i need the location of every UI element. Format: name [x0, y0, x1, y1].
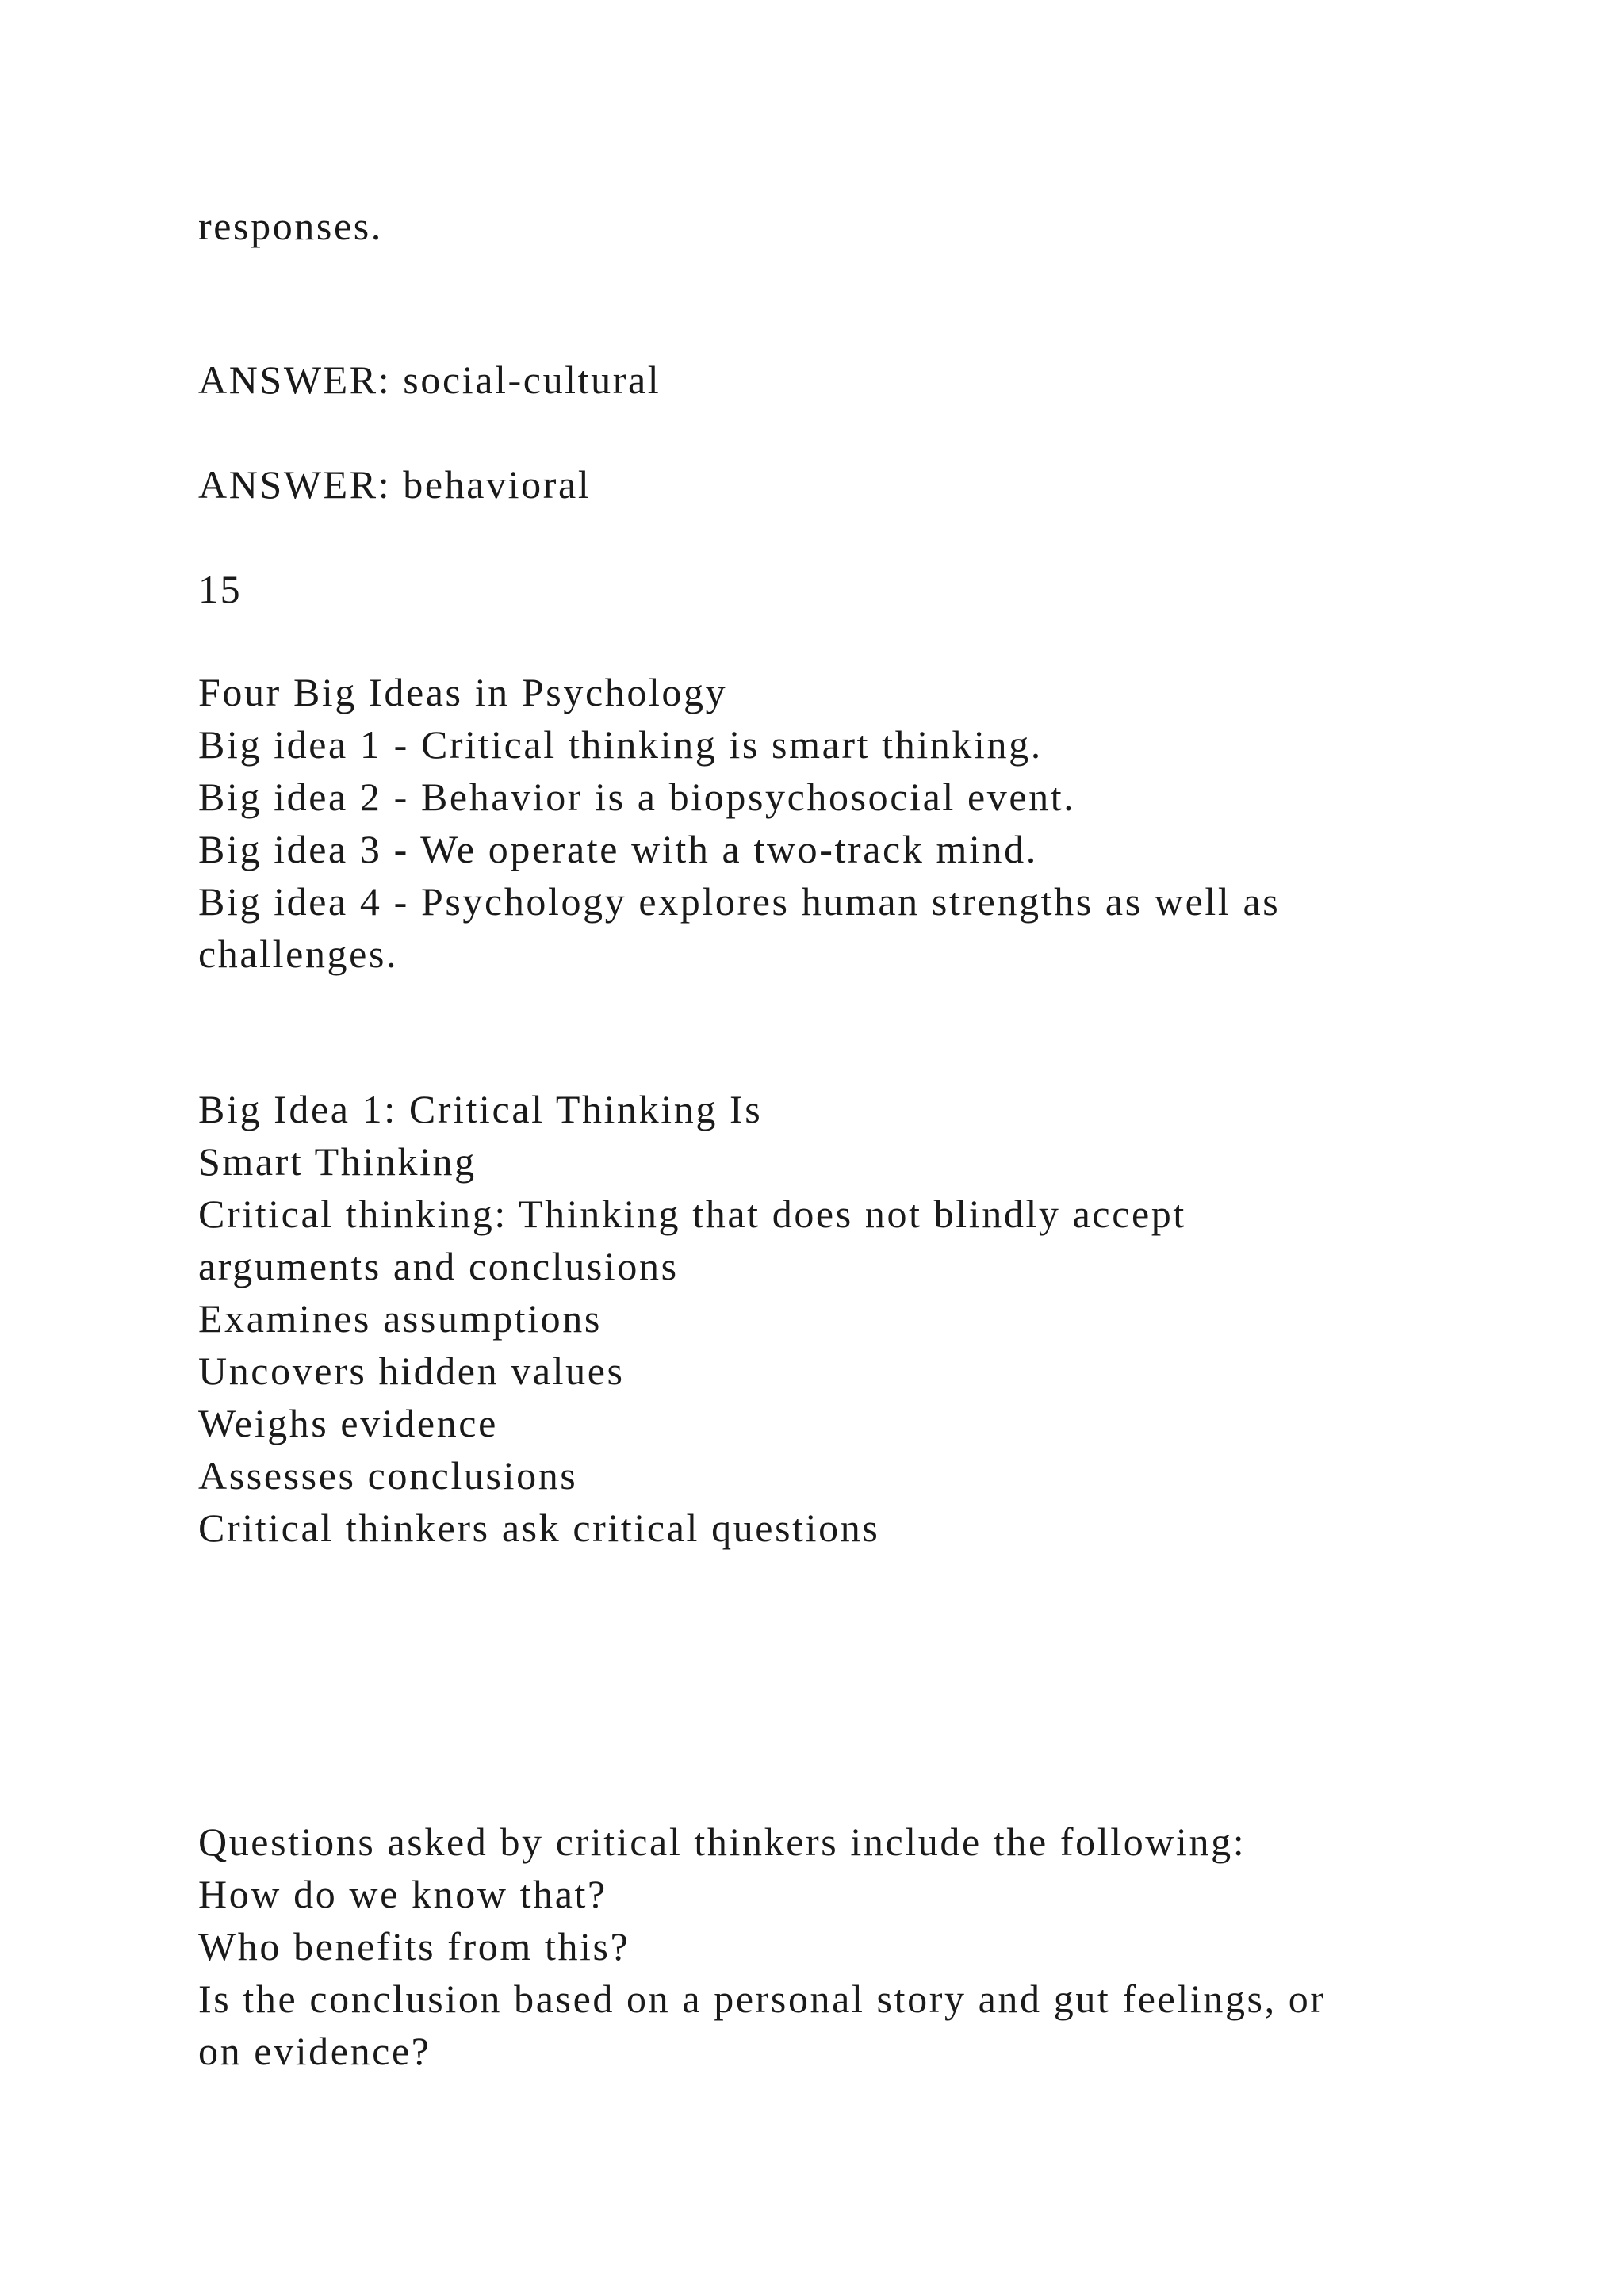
point-item: Weighs evidence — [198, 1401, 498, 1445]
slide-number: 15 — [198, 567, 243, 611]
big-idea-item: Big idea 3 - We operate with a two-track mind. — [198, 827, 1038, 871]
big-idea-item: Big idea 1 - Critical thinking is smart thinking. — [198, 722, 1043, 767]
point-item: Uncovers hidden values — [198, 1349, 625, 1393]
point-item: Critical thinkers ask critical questions — [198, 1506, 880, 1550]
question-item: Is the conclusion based on a personal story and gut feelings, or — [198, 1976, 1326, 2021]
answer-line: ANSWER: social-cultural — [198, 358, 661, 402]
big-idea-item: Big idea 4 - Psychology explores human strengths as well as — [198, 879, 1281, 924]
questions-intro: Questions asked by critical thinkers include the following: — [198, 1820, 1247, 1864]
section-title-big-idea-1: Big Idea 1: Critical Thinking Is — [198, 1087, 763, 1131]
section-title-big-ideas: Four Big Ideas in Psychology — [198, 670, 728, 714]
definition-line-continued: arguments and conclusions — [198, 1244, 679, 1288]
answer-line: ANSWER: behavioral — [198, 462, 592, 507]
question-item: Who benefits from this? — [198, 1924, 630, 1969]
section-title-big-idea-1-continued: Smart Thinking — [198, 1139, 477, 1184]
point-item: Examines assumptions — [198, 1296, 602, 1341]
point-item: Assesses conclusions — [198, 1453, 578, 1498]
continuation-text: responses. — [198, 204, 383, 248]
big-idea-item-continued: challenges. — [198, 932, 399, 976]
question-item: How do we know that? — [198, 1872, 607, 1916]
big-idea-item: Big idea 2 - Behavior is a biopsychosocial event. — [198, 775, 1076, 819]
question-item-continued: on evidence? — [198, 2029, 431, 2073]
definition-line: Critical thinking: Thinking that does not blindly accept — [198, 1192, 1186, 1236]
